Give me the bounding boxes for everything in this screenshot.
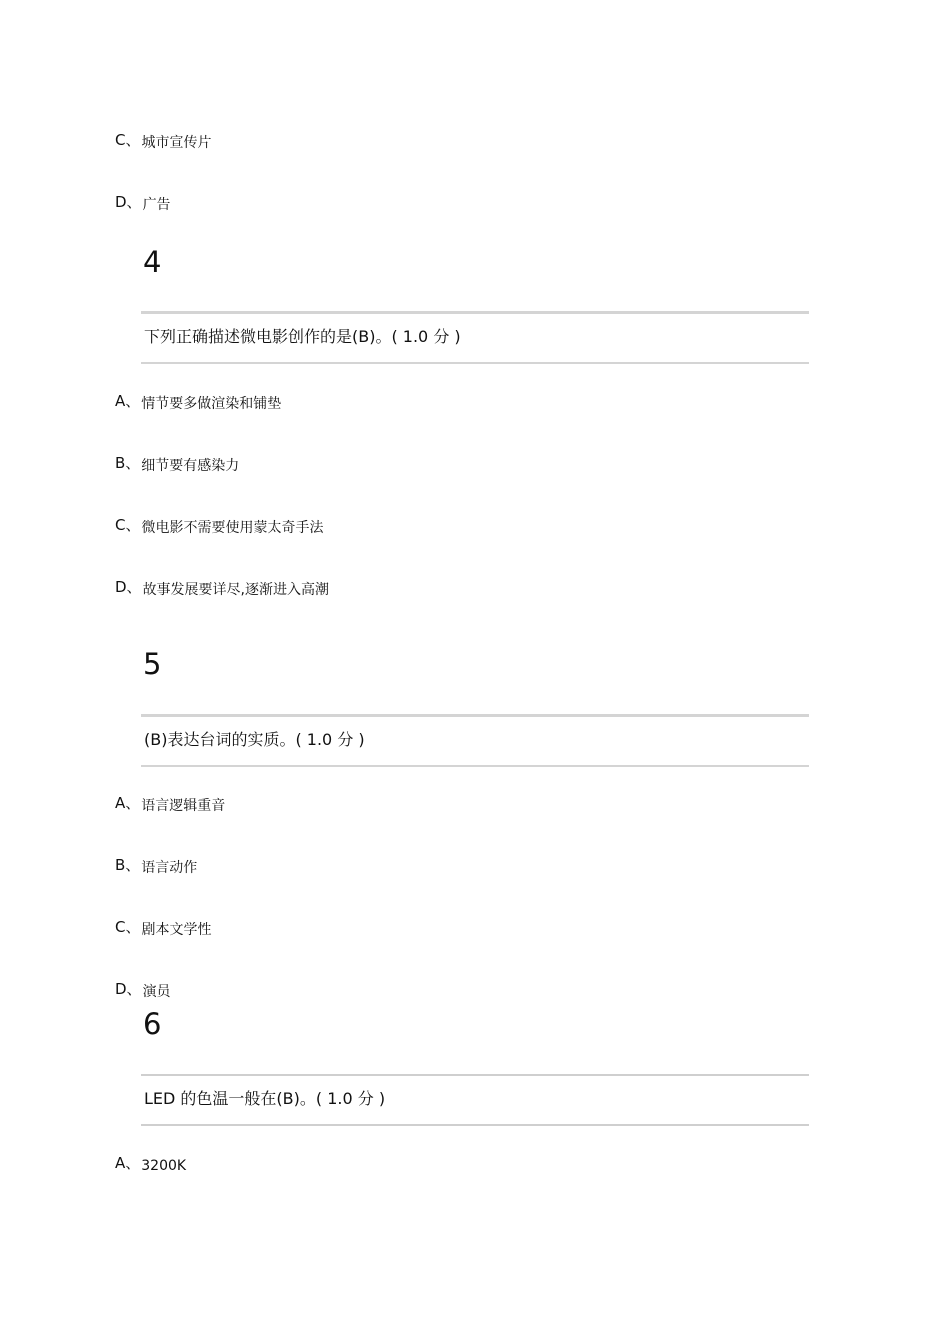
question-number: 5 — [143, 647, 162, 681]
question-number: 4 — [143, 245, 162, 279]
question-box — [141, 714, 809, 767]
option-letter: D、 — [115, 980, 142, 998]
option-text: 城市宣传片 — [141, 135, 212, 151]
option-text: 语言逻辑重音 — [141, 798, 226, 814]
option-letter: C、 — [115, 918, 141, 936]
option-a[interactable] — [115, 1153, 186, 1174]
option-letter: A、 — [115, 392, 141, 410]
question-box — [141, 1074, 809, 1126]
option-letter: D、 — [115, 578, 142, 596]
option-d[interactable] — [115, 979, 171, 1000]
option-letter: B、 — [115, 856, 141, 874]
option-b[interactable] — [115, 855, 197, 876]
option-text: 演员 — [142, 984, 171, 1000]
option-b[interactable] — [115, 453, 239, 474]
option-text: 广告 — [142, 197, 171, 213]
option-d[interactable] — [115, 192, 171, 213]
option-letter: C、 — [115, 516, 141, 534]
question-text: 下列正确描述微电影创作的是(B)。( 1.0 分 ) — [144, 327, 461, 346]
question-number: 6 — [143, 1007, 162, 1041]
option-text: 故事发展要详尽,逐渐进入高潮 — [142, 582, 330, 598]
option-letter: A、 — [115, 794, 141, 812]
option-c[interactable] — [115, 917, 211, 938]
option-letter: C、 — [115, 131, 141, 149]
option-text: 情节要多做渲染和铺垫 — [141, 396, 282, 412]
option-text: 语言动作 — [141, 860, 198, 876]
option-letter: A、 — [115, 1154, 141, 1172]
option-a[interactable] — [115, 793, 225, 814]
question-box — [141, 311, 809, 364]
option-d[interactable] — [115, 577, 329, 598]
option-text: 3200K — [141, 1158, 187, 1174]
question-text: (B)表达台词的实质。( 1.0 分 ) — [144, 730, 365, 749]
option-c[interactable] — [115, 515, 323, 536]
option-text: 细节要有感染力 — [141, 458, 240, 474]
option-a[interactable] — [115, 391, 281, 412]
option-c[interactable] — [115, 130, 211, 151]
question-text: LED 的色温一般在(B)。( 1.0 分 ) — [144, 1089, 386, 1108]
option-text: 剧本文学性 — [141, 922, 212, 938]
option-letter: D、 — [115, 193, 142, 211]
option-text: 微电影不需要使用蒙太奇手法 — [141, 520, 324, 536]
option-letter: B、 — [115, 454, 141, 472]
